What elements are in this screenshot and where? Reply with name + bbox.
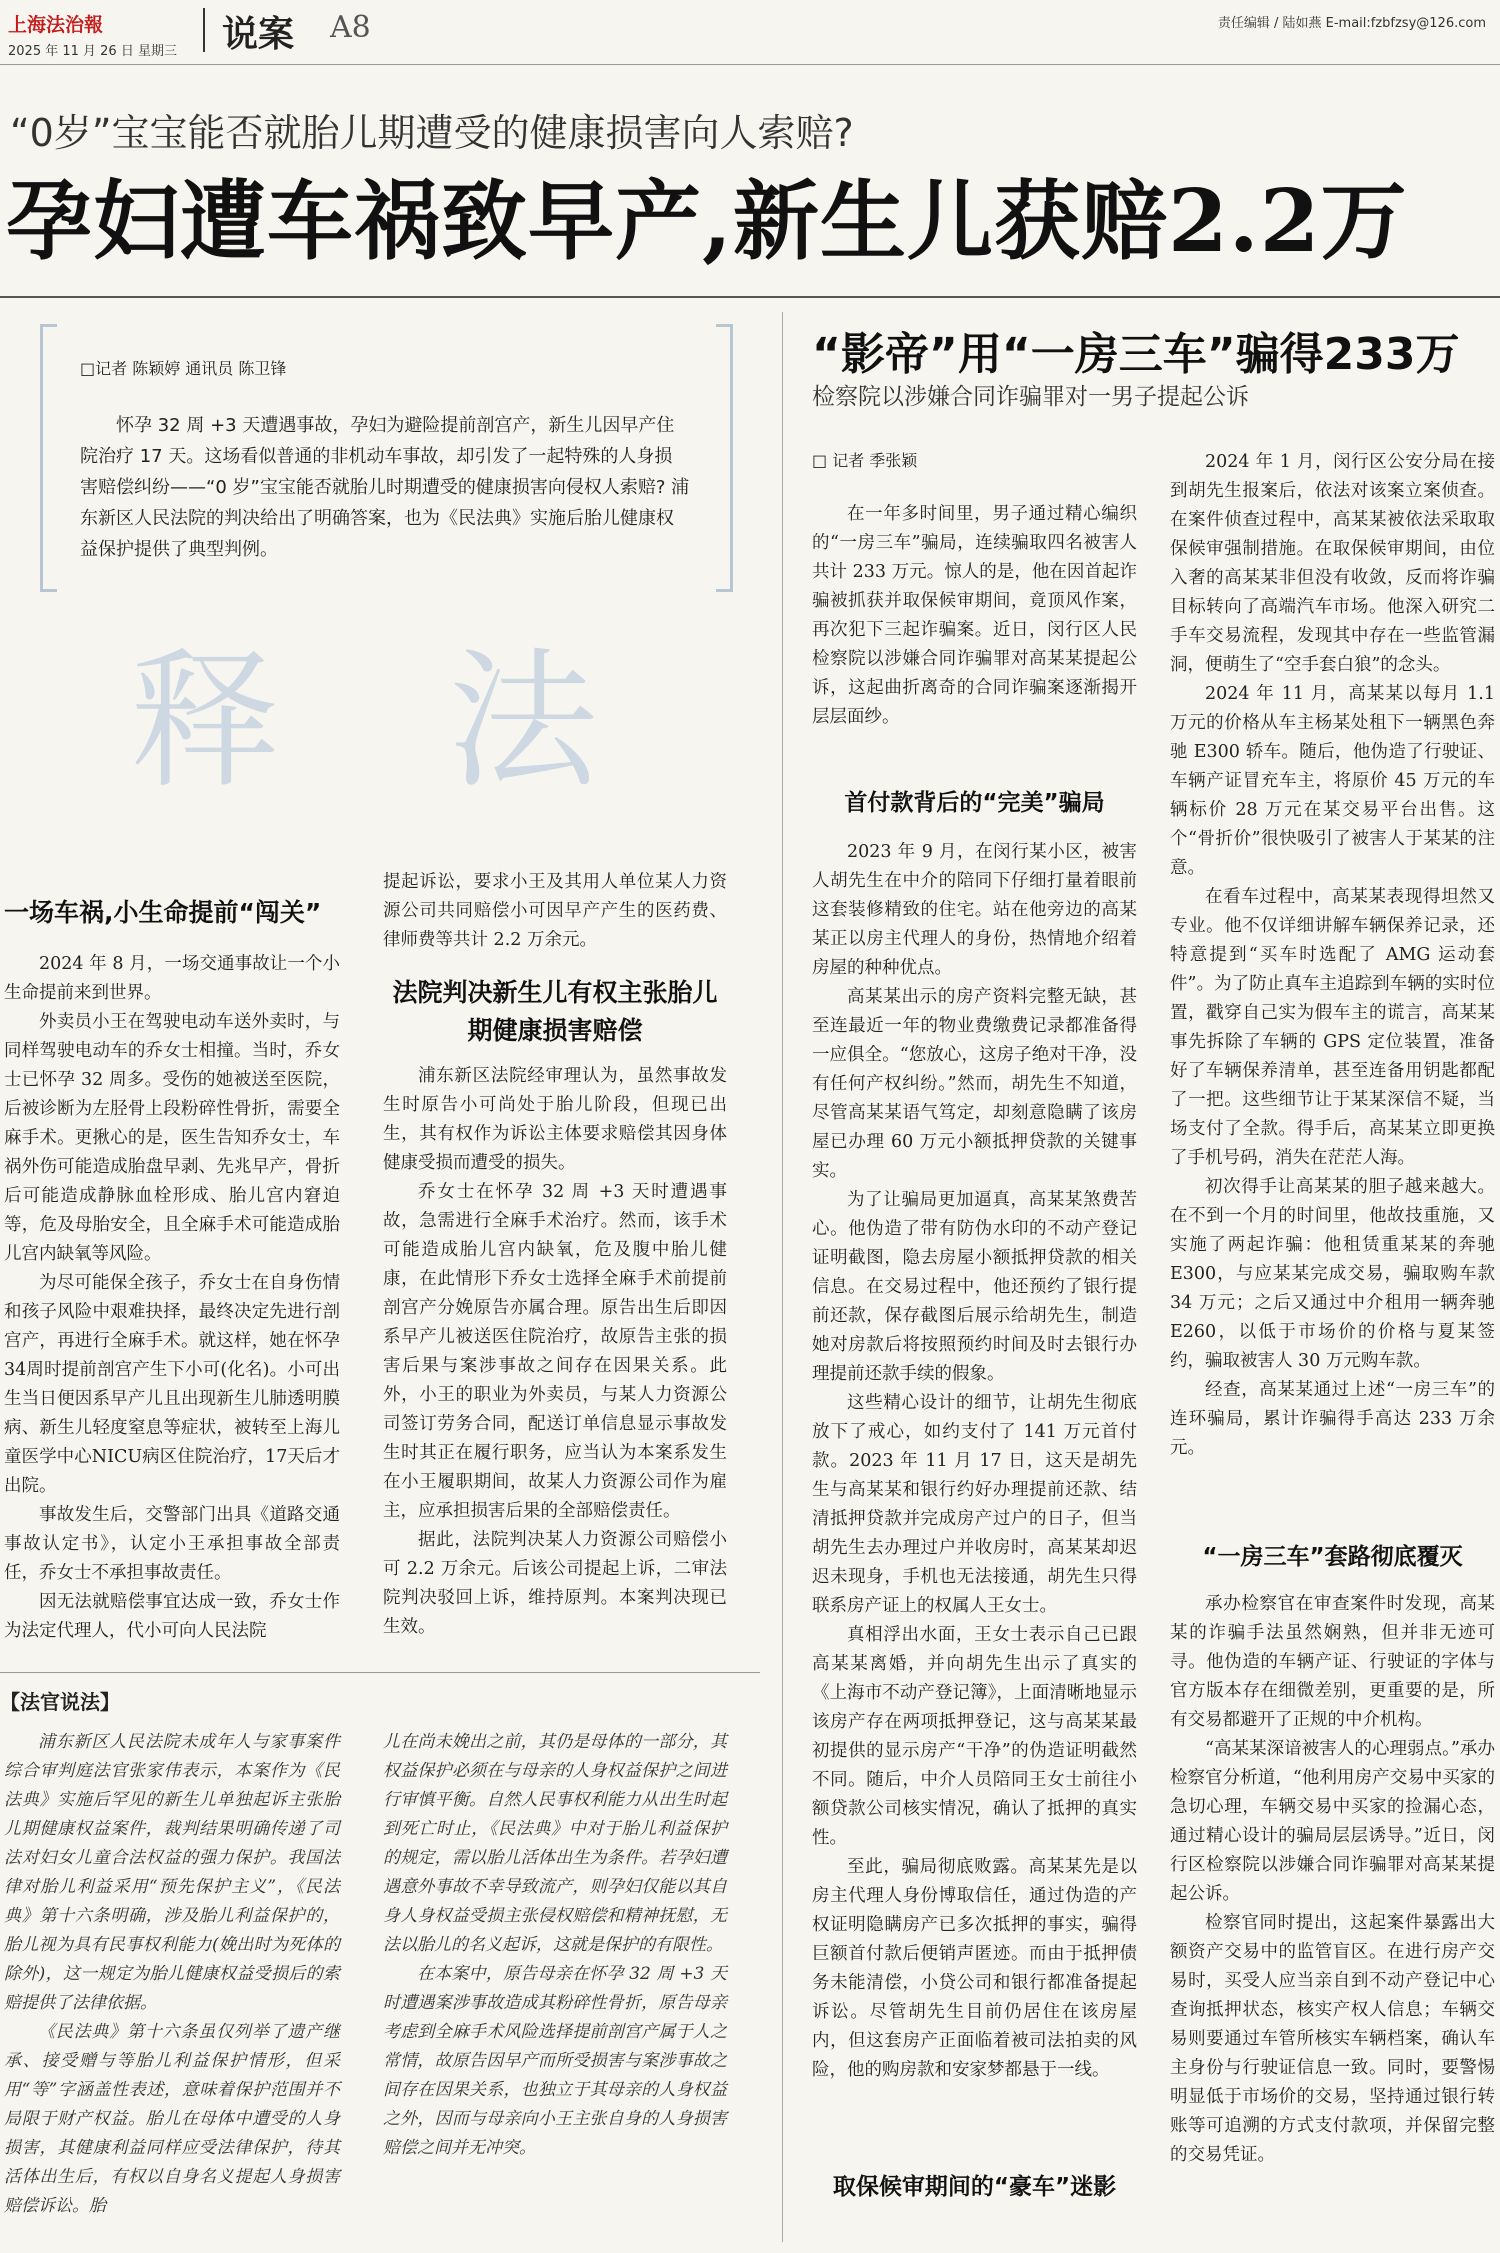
intro-bracket-right — [716, 324, 733, 592]
paragraph: 浦东新区人民法院未成年人与家事案件综合审判庭法官张家伟表示，本案作为《民法典》实施后罕见的新生儿单独起诉主张胎儿期健康权益案件，裁判结果明确传递了司法对妇女儿童合法权益的强力保护。我国法律对胎儿利益采用“预先保护主义”，《民法典》第十六条明确，涉及胎儿利益保护的，胎儿视为具有民事权利能力(娩出时为死体的除外)，这一规定为胎儿健康权益受损后的索赔提供了法律依据。 — [4, 1732, 340, 2013]
story2-section-2-body — [1170, 448, 1495, 1463]
paragraph: 2023 年 9 月，在闵行某小区，被害人胡先生在中介的陪同下仔细打量着眼前这套装修精致的住宅。站在他旁边的高某某正以房主代理人的身份，热情地介绍着房屋的种种优点。 — [812, 842, 1137, 978]
lead-section-1-title: 一场车祸,小生命提前“闯关” — [4, 898, 322, 927]
story2-section-1-body — [812, 838, 1137, 2085]
paragraph: 承办检察官在审查案件时发现，高某某的诈骗手法虽然娴熟，但并非无迹可寻。他伪造的车辆产证、行驶证的字体与官方版本存在细微差别，更重要的是，所有交易都避开了正规的中介机构。 — [1170, 1594, 1495, 1730]
masthead-divider — [203, 8, 205, 52]
story-divider — [782, 312, 783, 2242]
story2-byline: □ 记者 季张颖 — [812, 451, 918, 470]
paragraph: 检察官同时提出，这起案件暴露出大额资产交易中的监管盲区。在进行房产交易时，买受人应当亲自到不动产登记中心查询抵押状态，核实产权人信息；车辆交易则要通过车管所核实车辆档案，确认车主身份与行驶证信息一致。同时，要警惕明显低于市场价的交易，坚持通过银行转账等可追溯的方式支付款项，并保留完整的交易凭证。 — [1170, 1913, 1495, 2165]
story2-section-1-title: 首付款背后的“完美”骗局 — [844, 790, 1105, 816]
judge-note-label: 【法官说法】 — [0, 1690, 120, 1714]
newspaper-logo: 上海法治報 — [8, 14, 104, 36]
masthead-rule — [0, 64, 1500, 65]
judge-note-right — [383, 1728, 727, 2163]
lead-section-1-continued — [383, 868, 727, 955]
paragraph: 在看车过程中，高某某表现得坦然又专业。他不仅详细讲解车辆保养记录，还特意提到“买车时选配了 AMG 运动套件”。为了防止真车主追踪到车辆的实时位置，戳穿自己实为假车主的谎言，高某某事先拆除了车辆的 GPS 定位装置，准备好了车辆保养清单，甚至连备用钥匙都配了一把。这些细节让于某某深信不疑，当场支付了全款。得手后，高某某立即更换了手机号码，消失在茫茫人海。 — [1170, 887, 1495, 1168]
editor-info: 责任编辑 / 陆如燕 E-mail:fzbfzsy@126.com — [1217, 16, 1486, 31]
paragraph: 《民法典》第十六条虽仅列举了遗产继承、接受赠与等胎儿利益保护情形，但采用“等”字涵盖性表述，意味着保护范围并不局限于财产权益。胎儿在母体中遭受的人身损害，其健康利益同样应受法律保护，待其活体出生后，有权以自身名义提起人身损害赔偿诉讼。胎 — [4, 2022, 340, 2216]
lead-intro: 怀孕 32 周 +3 天遭遇事故，孕妇为避险提前剖宫产，新生儿因早产住院治疗 17 天。这场看似普通的非机动车事故，却引发了一起特殊的人身损害赔偿纠纷——“0 岁”宝宝能否就胎儿时期遭受的健康损害向侵权人索赔? 浦东新区人民法院的判决给出了明确答案，也为《民法典》实施后胎儿健康权益保护提供了典型判例。 — [80, 415, 690, 560]
story2-intro — [812, 500, 1137, 732]
paragraph: 事故发生后，交警部门出具《道路交通事故认定书》，认定小王承担事故全部责任，乔女士不承担事故责任。 — [4, 1505, 340, 1583]
issue-date: 2025 年 11 月 26 日 星期三 — [8, 44, 177, 59]
lead-byline: □记者 陈颖婷 通讯员 陈卫锋 — [80, 359, 287, 378]
paragraph: 外卖员小王在驾驶电动车送外卖时，与同样驾驶电动车的乔女士相撞。当时，乔女士已怀孕 32 周多。受伤的她被送至医院，后被诊断为左胫骨上段粉碎性骨折，需要全麻手术。更揪心的是，医生告知乔女士，车祸外伤可能造成胎盘早剥、先兆早产，骨折后可能造成静脉血栓形成、胎儿宫内窘迫等，危及母胎安全，且全麻手术可能造成胎儿宫内缺氧等风险。 — [4, 1012, 340, 1264]
page-number: A8 — [330, 10, 371, 45]
column-mark: 释 法 — [130, 635, 658, 809]
paragraph: 在本案中，原告母亲在怀孕 32 周 +3 天时遭遇案涉事故造成其粉碎性骨折，原告母亲考虑到全麻手术风险选择提前剖宫产属于人之常情，故原告因早产而所受损害与案涉事故之间存在因果关系，也独立于其母亲的人身权益之外，因而与母亲向小王主张自身的人身损害赔偿之间并无冲突。 — [383, 1964, 727, 2158]
paragraph: 提起诉讼，要求小王及其用人单位某人力资源公司共同赔偿小可因早产产生的医药费、律师费等共计 2.2 万余元。 — [383, 872, 727, 950]
paragraph: 真相浮出水面，王女士表示自己已跟高某某离婚，并向胡先生出示了真实的《上海市不动产登记簿》，上面清晰地显示该房产存在两项抵押登记，这与高某某最初提供的显示房产“干净”的伪造证明截然不同。随后，中介人员陪同王女士前往小额贷款公司核实情况，确认了抵押的真实性。 — [812, 1625, 1137, 1848]
story2-section-3-title: “一房三车”套路彻底覆灭 — [1202, 1544, 1463, 1570]
intro-bracket-left — [40, 324, 57, 592]
story2-headline: “影帝”用“一房三车”骗得233万 — [812, 329, 1460, 380]
paragraph: 2024 年 8 月，一场交通事故让一个小生命提前来到世界。 — [4, 954, 340, 1003]
story2-section-2-title: 取保候审期间的“豪车”迷影 — [832, 2174, 1117, 2200]
paragraph: 这些精心设计的细节，让胡先生彻底放下了戒心，如约支付了 141 万元首付款。2023 年 11 月 17 日，这天是胡先生与高某某和银行约好办理提前还款、结清抵押贷款并完成房产过户的日子，但当胡先生去办理过户并收房时，高某某却迟迟未现身，手机也无法接通，胡先生只得联系房产证上的权属人王女士。 — [812, 1393, 1137, 1616]
paragraph: 浦东新区法院经审理认为，虽然事故发生时原告小可尚处于胎儿阶段，但现已出生，其有权作为诉讼主体要求赔偿其因身体健康受损而遭受的损失。 — [383, 1066, 727, 1173]
paragraph: 2024 年 1 月，闵行区公安分局在接到胡先生报案后，依法对该案立案侦查。在案件侦查过程中，高某某被依法采取取保候审强制措施。在取保候审期间，由位入奢的高某某非但没有收敛，反而将诈骗目标转向了高端汽车市场。他深入研究二手车交易流程，发现其中存在一些监管漏洞，便萌生了“空手套白狼”的念头。 — [1170, 452, 1495, 675]
paragraph: 因无法就赔偿事宜达成一致，乔女士作为法定代理人，代小可向人民法院 — [4, 1592, 340, 1641]
paragraph: 乔女士在怀孕 32 周 +3 天时遭遇事故，急需进行全麻手术治疗。然而，该手术可能造成胎儿宫内缺氧，危及腹中胎儿健康，在此情形下乔女士选择全麻手术前提前剖宫产分娩原告亦属合理。原告出生后即因系早产儿被送医住院治疗，故原告主张的损害后果与案涉事故之间存在因果关系。此外，小王的职业为外卖员，与某人力资源公司签订劳务合同，配送订单信息显示事故发生时其正在履行职务，应当认为本案系发生在小王履职期间，故某人力资源公司作为雇主，应承担损害后果的全部赔偿责任。 — [383, 1182, 727, 1521]
note-rule — [0, 1672, 760, 1673]
judge-note-left — [4, 1728, 340, 2221]
lead-subheadline: “0岁”宝宝能否就胎儿期遭受的健康损害向人索赔? — [10, 111, 854, 155]
paragraph: 在一年多时间里，男子通过精心编织的“一房三车”骗局，连续骗取四名被害人共计 233 万元。惊人的是，他在因首起诈骗被抓获并取保候审期间，竟顶风作案，再次犯下三起诈骗案。近日，闵行区人民检察院以涉嫌合同诈骗罪对高某某提起公诉，这起曲折离奇的合同诈骗案逐渐揭开层层面纱。 — [812, 504, 1137, 727]
headline-rule — [0, 296, 1500, 298]
section-name: 说案 — [222, 14, 295, 55]
paragraph: “高某某深谙被害人的心理弱点。”承办检察官分析道，“他利用房产交易中买家的急切心理，车辆交易中买家的捡漏心态，通过精心设计的骗局层层诱导。”近日，闵行区检察院以涉嫌合同诈骗罪对高某某提起公诉。 — [1170, 1739, 1495, 1904]
story2-subheadline: 检察院以涉嫌合同诈骗罪对一男子提起公诉 — [812, 384, 1249, 410]
paragraph: 为尽可能保全孩子，乔女士在自身伤情和孩子风险中艰难抉择，最终决定先进行剖宫产，再进行全麻手术。就这样，她在怀孕34周时提前剖宫产生下小可(化名)。小可出生当日便因系早产儿且出现新生儿肺透明膜病、新生儿轻度窒息等症状，被转至上海儿童医学中心NICU病区住院治疗，17天后才出院。 — [4, 1273, 340, 1496]
paragraph: 初次得手让高某某的胆子越来越大。在不到一个月的时间里，他故技重施，又实施了两起诈骗：他租赁重某某的奔驰 E300，与应某某完成交易，骗取购车款 34 万元；之后又通过中介租用一辆奔驰 E260，以低于市场价的价格与夏某签约，骗取被害人 30 万元购车款。 — [1170, 1177, 1495, 1371]
paragraph: 儿在尚未娩出之前，其仍是母体的一部分，其权益保护必须在与母亲的人身权益保护之间进行审慎平衡。自然人民事权利能力从出生时起到死亡时止，《民法典》中对于胎儿利益保护的规定，需以胎儿活体出生为条件。若孕妇遭遇意外事故不幸导致流产，则孕妇仅能以其自身人身权益受损主张侵权赔偿和精神抚慰，无法以胎儿的名义起诉，这就是保护的有限性。 — [383, 1732, 727, 1955]
paragraph: 2024 年 11 月，高某某以每月 1.1 万元的价格从车主杨某处租下一辆黑色奔驰 E300 轿车。随后，他伪造了行驶证、车辆产证冒充车主，将原价 45 万元的车辆标价 28 万元在某交易平台出售。这个“骨折价”很快吸引了被害人于某某的注意。 — [1170, 684, 1495, 878]
story2-section-3-body — [1170, 1590, 1495, 2170]
lead-section-1-body — [4, 950, 340, 1646]
lead-section-2-body — [383, 1062, 727, 1642]
paragraph: 至此，骗局彻底败露。高某某先是以房主代理人身份博取信任，通过伪造的产权证明隐瞒房产已多次抵押的事实，骗得巨额首付款后便销声匿迹。而由于抵押债务未能清偿，小贷公司和银行都准备提起诉讼。尽管胡先生目前仍居住在该房屋内，但这套房产正面临着被司法拍卖的风险，他的购房款和安家梦都悬于一线。 — [812, 1857, 1137, 2080]
paragraph: 经查，高某某通过上述“一房三车”的连环骗局，累计诈骗得手高达 233 万余元。 — [1170, 1380, 1495, 1458]
lead-headline: 孕妇遭车祸致早产,新生儿获赔2.2万 — [6, 171, 1408, 272]
paragraph: 高某某出示的房产资料完整无缺，甚至连最近一年的物业费缴费记录都准备得一应俱全。“您放心，这房子绝对干净，没有任何产权纠纷。”然而，胡先生不知道，尽管高某某语气笃定，却刻意隐瞒了该房屋已办理 60 万元小额抵押贷款的关键事实。 — [812, 987, 1137, 1181]
lead-section-2-title: 法院判决新生儿有权主张胎儿期健康损害赔偿 — [392, 978, 718, 1045]
paragraph: 为了让骗局更加逼真，高某某煞费苦心。他伪造了带有防伪水印的不动产登记证明截图，隐去房屋小额抵押贷款的相关信息。在交易过程中，他还预约了银行提前还款，保存截图后展示给胡先生，制造她对房款后将按照预约时间及时去银行办理提前还款手续的假象。 — [812, 1190, 1137, 1384]
paragraph: 据此，法院判决某人力资源公司赔偿小可 2.2 万余元。后该公司提起上诉，二审法院判决驳回上诉，维持原判。本案判决现已生效。 — [383, 1530, 727, 1637]
